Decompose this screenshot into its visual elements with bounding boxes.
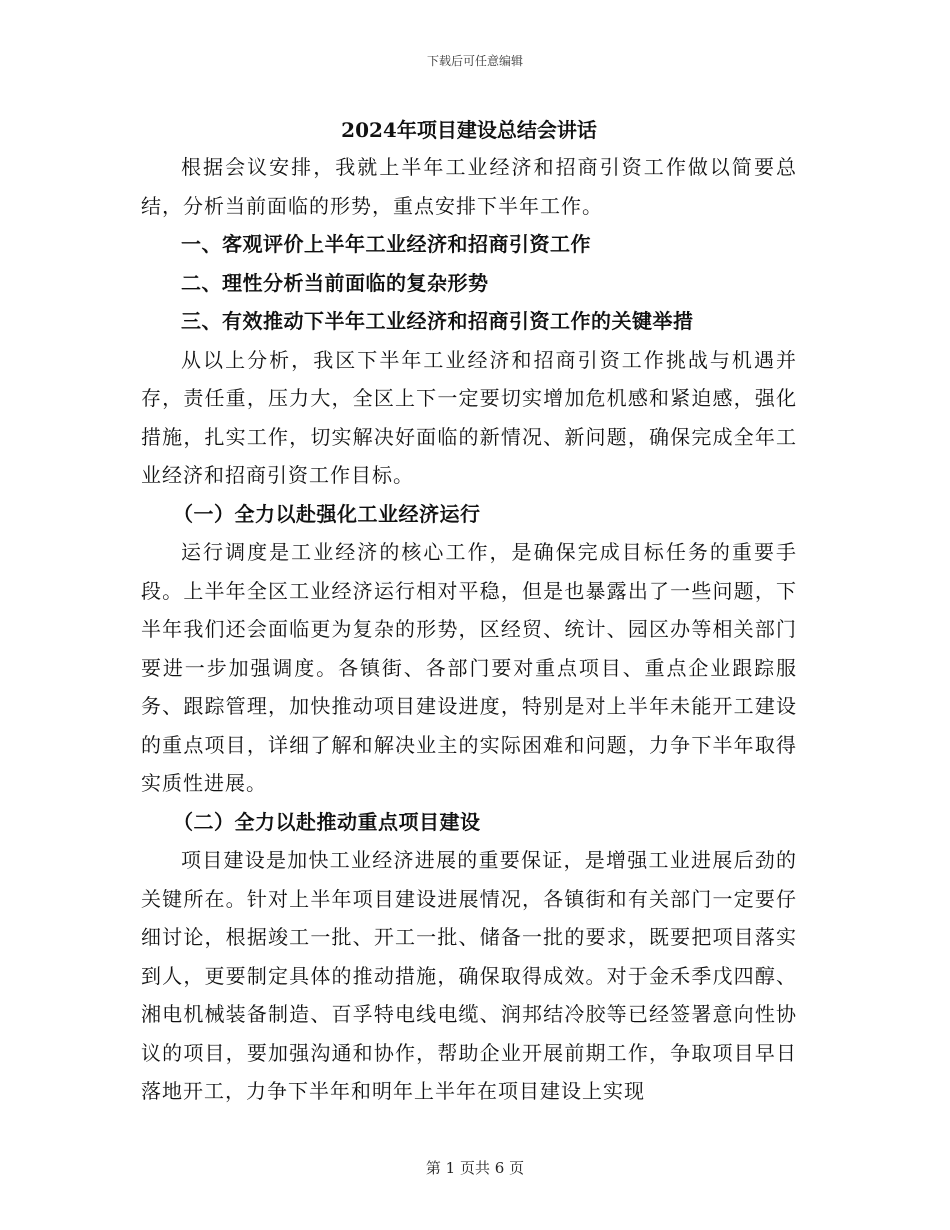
document-body	[141, 112, 797, 1111]
page-header: 下载后可任意编辑	[426, 54, 523, 68]
paragraph-projects: 项目建设是加快工业经济进展的重要保证，是增强工业进展后劲的关键所在。针对上半年项目建设进展情况，各镇街和有关部门一定要仔细讨论，根据竣工一批、开工一批、储备一批的要求，既要把项目落实到人，更要制定具体的推动措施，确保取得成效。对于金禾季戊四醇、湘电机械装备制造、百孚特电线电缆、润邦结冷胶等已经签署意向性协议的项目，要加强沟通和协作，帮助企业开展前期工作，争取项目早日落地开工，力争下半年和明年上半年在项目建设上实现	[141, 848, 797, 1103]
document-title: 2024年项目建设总结会讲话	[341, 118, 597, 142]
paragraph-analysis: 从以上分析，我区下半年工业经济和招商引资工作挑战与机遇并存，责任重，压力大，全区上下一定要切实增加危机感和紧迫感，强化措施，扎实工作，切实解决好面临的新情况、新问题，确保完成全年工业经济和招商引资工作目标。	[141, 347, 797, 487]
subsection-heading-1: （一）全力以赴强化工业经济运行	[173, 501, 481, 526]
paragraph-operation: 运行调度是工业经济的核心工作，是确保完成目标任务的重要手段。上半年全区工业经济运行相对平稳，但是也暴露出了一些问题，下半年我们还会面临更为复杂的形势，区经贸、统计、园区办等相关部门要进一步加强调度。各镇街、各部门要对重点项目、重点企业跟踪服务、跟踪管理，加快推动项目建设进度，特别是对上半年未能开工建设的重点项目，详细了解和解决业主的实际困难和问题，力争下半年取得实质性进展。	[141, 540, 797, 795]
paragraph-intro: 根据会议安排，我就上半年工业经济和招商引资工作做以简要总结，分析当前面临的形势，重点安排下半年工作。	[141, 155, 797, 218]
section-heading-2: 二、理性分析当前面临的复杂形势	[181, 270, 489, 295]
subsection-heading-2: （二）全力以赴推动重点项目建设	[173, 809, 481, 834]
section-heading-1: 一、客观评价上半年工业经济和招商引资工作	[181, 232, 591, 256]
page-footer: 第 1 页共 6 页	[425, 1159, 525, 1177]
section-heading-3: 三、有效推动下半年工业经济和招商引资工作的关键举措	[181, 309, 694, 333]
